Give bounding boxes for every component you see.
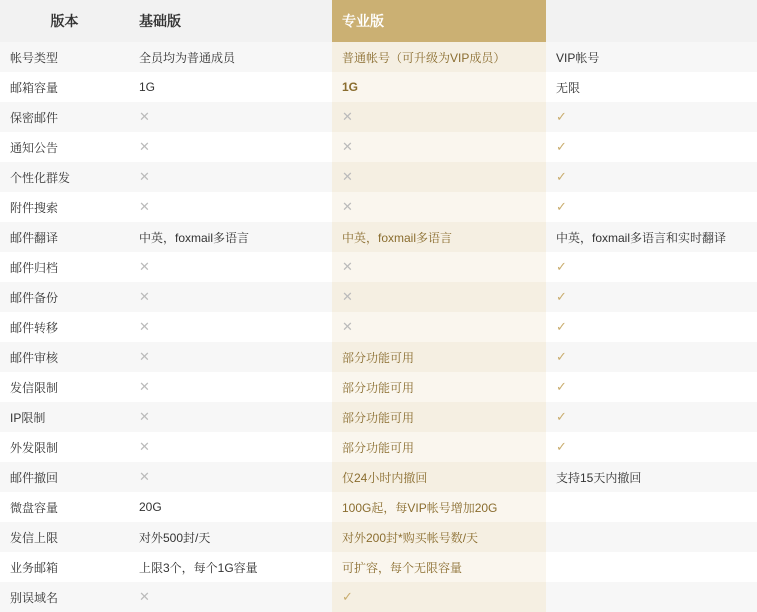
- header-vip: [546, 0, 757, 42]
- pro-value-cell: [332, 462, 546, 492]
- vip-value-cell: [546, 342, 757, 372]
- check-icon: ✓: [556, 199, 567, 214]
- cross-icon: ✕: [342, 169, 353, 184]
- vip-value-cell: [546, 132, 757, 162]
- cross-icon: ✕: [139, 169, 150, 184]
- pro-value-cell: [332, 42, 546, 72]
- pro-value-cell: [332, 252, 546, 282]
- cross-icon: ✕: [342, 289, 353, 304]
- pro-value-cell: [332, 552, 546, 582]
- pro-value-cell: [332, 492, 546, 522]
- vip-value-cell: [546, 462, 757, 492]
- cross-icon: ✕: [139, 139, 150, 154]
- vip-value-text: 中英，foxmail多语言和实时翻译: [556, 230, 727, 245]
- table-row: [0, 522, 757, 552]
- basic-value-cell: [129, 162, 332, 192]
- cross-icon: ✕: [139, 379, 150, 394]
- feature-name-cell: 邮件翻译: [0, 222, 129, 252]
- vip-value-cell: [546, 282, 757, 312]
- cross-icon: ✕: [342, 199, 353, 214]
- vip-value-cell: [546, 522, 757, 552]
- vip-value-text: VIP帐号: [556, 50, 600, 65]
- pro-value-text: 部分功能可用: [342, 410, 415, 425]
- vip-value-cell: [546, 192, 757, 222]
- feature-name-cell: 个性化群发: [0, 162, 129, 192]
- basic-value-cell: [129, 402, 332, 432]
- vip-value-cell: [546, 222, 757, 252]
- vip-value-cell: [546, 582, 757, 612]
- check-icon: ✓: [556, 139, 567, 154]
- table-row: [0, 342, 757, 372]
- vip-value-cell: [546, 372, 757, 402]
- basic-value-cell: [129, 522, 332, 552]
- vip-value-cell: [546, 552, 757, 582]
- pro-value-text: 仅24小时内撤回: [342, 470, 428, 485]
- table-row: [0, 162, 757, 192]
- table-row: [0, 132, 757, 162]
- basic-value-cell: [129, 132, 332, 162]
- basic-value-text: 20G: [139, 500, 162, 514]
- vip-value-cell: [546, 432, 757, 462]
- cross-icon: ✕: [139, 409, 150, 424]
- table-row: [0, 462, 757, 492]
- basic-value-cell: [129, 312, 332, 342]
- table-row: [0, 282, 757, 312]
- feature-name-cell: 邮件撤回: [0, 462, 129, 492]
- pro-value-cell: [332, 522, 546, 552]
- pro-value-text: 中英，foxmail多语言: [342, 230, 453, 245]
- feature-name-cell: 微盘容量: [0, 492, 129, 522]
- basic-value-text: 中英，foxmail多语言: [139, 230, 250, 245]
- pro-value-text: 对外200封*购买帐号数/天: [342, 530, 479, 545]
- basic-value-cell: [129, 372, 332, 402]
- table-row: [0, 492, 757, 522]
- feature-name-cell: 邮件审核: [0, 342, 129, 372]
- pro-value-text: 部分功能可用: [342, 380, 415, 395]
- feature-name-cell: 邮件备份: [0, 282, 129, 312]
- feature-name-cell: 附件搜索: [0, 192, 129, 222]
- cross-icon: ✕: [342, 109, 353, 124]
- cross-icon: ✕: [139, 319, 150, 334]
- table-row: [0, 432, 757, 462]
- feature-name-cell: 保密邮件: [0, 102, 129, 132]
- check-icon: ✓: [556, 169, 567, 184]
- basic-value-cell: [129, 192, 332, 222]
- feature-name-cell: IP限制: [0, 402, 129, 432]
- pro-value-cell: [332, 222, 546, 252]
- pro-value-cell: [332, 372, 546, 402]
- feature-name-cell: 帐号类型: [0, 42, 129, 72]
- table-row: [0, 312, 757, 342]
- vip-value-cell: [546, 312, 757, 342]
- table-row: [0, 402, 757, 432]
- table-row: [0, 252, 757, 282]
- check-icon: ✓: [556, 319, 567, 334]
- table-row: [0, 42, 757, 72]
- pro-value-text: 部分功能可用: [342, 440, 415, 455]
- feature-name-cell: 别误域名: [0, 582, 129, 612]
- table-row: [0, 192, 757, 222]
- pro-value-text: 普通帐号（可升级为VIP成员）: [342, 50, 506, 65]
- basic-value-cell: [129, 462, 332, 492]
- cross-icon: ✕: [139, 469, 150, 484]
- basic-value-cell: [129, 102, 332, 132]
- header-professional: 专业版: [332, 0, 546, 42]
- vip-value-cell: [546, 402, 757, 432]
- feature-name-cell: 外发限制: [0, 432, 129, 462]
- vip-value-cell: [546, 492, 757, 522]
- check-icon: ✓: [556, 409, 567, 424]
- check-icon: ✓: [556, 289, 567, 304]
- pro-value-cell: [332, 342, 546, 372]
- pro-value-cell: [332, 282, 546, 312]
- feature-name-cell: 邮件转移: [0, 312, 129, 342]
- check-icon: ✓: [342, 589, 353, 604]
- feature-name-cell: 业务邮箱: [0, 552, 129, 582]
- check-icon: ✓: [556, 439, 567, 454]
- cross-icon: ✕: [139, 439, 150, 454]
- vip-value-text: 支持15天内撤回: [556, 470, 642, 485]
- pro-value-text: 1G: [342, 80, 359, 94]
- table-header-row: [0, 0, 757, 42]
- pro-value-cell: [332, 312, 546, 342]
- basic-value-cell: [129, 282, 332, 312]
- basic-value-cell: [129, 42, 332, 72]
- cross-icon: ✕: [139, 589, 150, 604]
- pro-value-cell: [332, 192, 546, 222]
- pro-value-text: 可扩容，每个无限容量: [342, 560, 463, 575]
- cross-icon: ✕: [139, 199, 150, 214]
- basic-value-text: 对外500封/天: [139, 530, 211, 545]
- feature-name-cell: 发信限制: [0, 372, 129, 402]
- feature-name-cell: 邮件归档: [0, 252, 129, 282]
- table-body: [0, 42, 757, 612]
- table-row: [0, 552, 757, 582]
- basic-value-text: 上限3个，每个1G容量: [139, 560, 258, 575]
- basic-value-cell: [129, 252, 332, 282]
- cross-icon: ✕: [139, 259, 150, 274]
- pro-value-cell: [332, 102, 546, 132]
- header-basic: 基础版: [129, 0, 332, 42]
- pro-value-text: 部分功能可用: [342, 350, 415, 365]
- feature-name-cell: 通知公告: [0, 132, 129, 162]
- feature-name-cell: 邮箱容量: [0, 72, 129, 102]
- basic-value-cell: [129, 72, 332, 102]
- cross-icon: ✕: [342, 319, 353, 334]
- vip-value-cell: [546, 72, 757, 102]
- cross-icon: ✕: [139, 109, 150, 124]
- vip-value-cell: [546, 42, 757, 72]
- pro-value-cell: [332, 162, 546, 192]
- feature-name-cell: 发信上限: [0, 522, 129, 552]
- check-icon: ✓: [556, 109, 567, 124]
- basic-value-text: 1G: [139, 80, 156, 94]
- table-row: [0, 372, 757, 402]
- pro-value-cell: [332, 432, 546, 462]
- vip-value-cell: [546, 252, 757, 282]
- table-row: [0, 582, 757, 612]
- pro-value-cell: [332, 132, 546, 162]
- cross-icon: ✕: [139, 289, 150, 304]
- basic-value-cell: [129, 552, 332, 582]
- check-icon: ✓: [556, 379, 567, 394]
- basic-value-cell: [129, 342, 332, 372]
- table-row: [0, 222, 757, 252]
- pro-value-cell: [332, 582, 546, 612]
- header-version: 版本: [0, 0, 129, 42]
- basic-value-cell: [129, 222, 332, 252]
- vip-value-cell: [546, 162, 757, 192]
- basic-value-cell: [129, 582, 332, 612]
- pro-value-text: 100G起，每VIP帐号增加20G: [342, 500, 498, 515]
- table-row: [0, 102, 757, 132]
- cross-icon: ✕: [139, 349, 150, 364]
- vip-value-cell: [546, 102, 757, 132]
- vip-value-text: 无限: [556, 80, 581, 95]
- pro-value-cell: [332, 402, 546, 432]
- basic-value-text: 全员均为普通成员: [139, 50, 236, 65]
- cross-icon: ✕: [342, 259, 353, 274]
- basic-value-cell: [129, 492, 332, 522]
- basic-value-cell: [129, 432, 332, 462]
- pro-value-cell: [332, 72, 546, 102]
- table-row: [0, 72, 757, 102]
- cross-icon: ✕: [342, 139, 353, 154]
- check-icon: ✓: [556, 259, 567, 274]
- check-icon: ✓: [556, 349, 567, 364]
